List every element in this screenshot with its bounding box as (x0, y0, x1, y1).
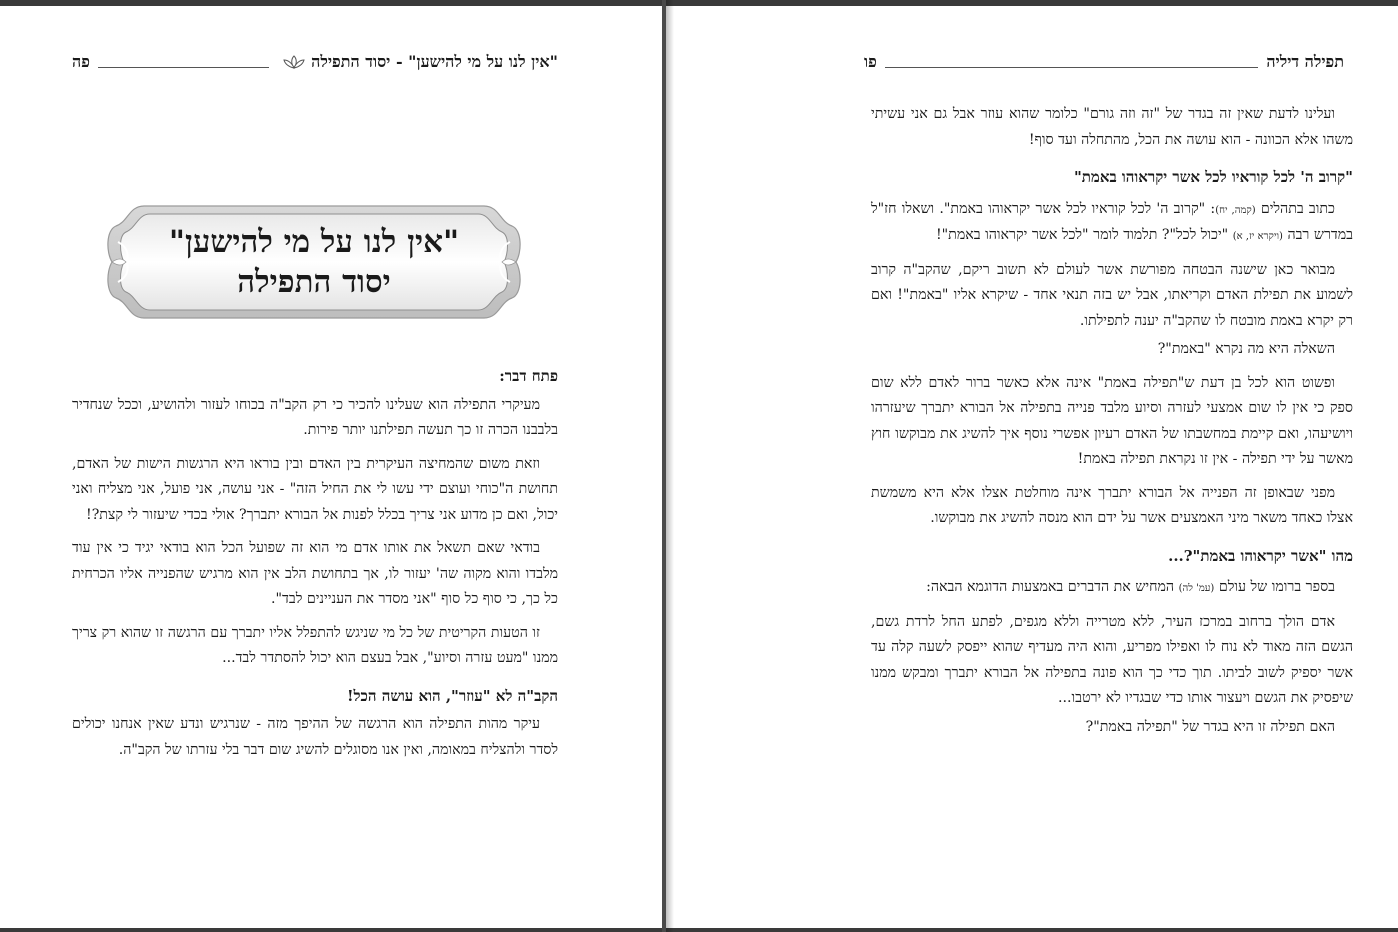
left-page-header (72, 50, 558, 74)
bottom-frame-strip (0, 928, 1398, 932)
spine-shadow (666, 0, 674, 932)
right-paragraph-8: אדם הולך ברחוב במרכז העיר, ללא מטרייה וללא מגפים, לפתע החל לרדת גשם, הגשם הזה מאוד לא נוח לו ואפילו מפריע, והוא היה מעדיף שהוא ייפסק לשעה קלה עד אשר יספיק לשוב לביתו. תוך כדי כך הוא פונה בתפילה אל הבורא יתברך ומבקש ממנו שיפסיק את הגשם ויעצור אותו כדי שבגדיו לא ירטבו... (871, 613, 1353, 706)
right-page-number: פו (864, 52, 877, 71)
left-page-body (72, 364, 558, 763)
right-subheading-1: "קרוב ה' לכל קוראיו לכל אשר יקראוהו באמת" (1073, 168, 1353, 186)
left-paragraph-4: זו הטעות הקריטית של כל מי שניגש להתפלל אליו יתברך עם הרגשה זו שהוא רק צריך ממנו "מעט עזרה וסיוע", אבל בעצם הוא יכול להסתדר לבד... (72, 624, 558, 666)
p7-reference: (עמ' לה) (1178, 583, 1215, 594)
p2-reference-2: (ויקרא יז, א) (1232, 231, 1283, 242)
left-header-title: "אין לנו על מי להישען" - יסוד התפילה (311, 52, 558, 71)
p7-part-b: המחיש את הדברים באמצעות הדוגמא הבאה: (926, 579, 1179, 595)
left-paragraph-3: בודאי שאם תשאל את אותו אדם מי הוא זה שפועל הכל הוא בודאי יגיד כי אין עוד מלבדו והוא מקוה שה' יעזור לו, אך בתחושת הלב אין הוא מרגיש שהפנייה אליו הכרחית כל כך, כי סוף כל סוף "אני מסדר את העניינים לבד". (72, 540, 558, 607)
left-header-rule (98, 67, 269, 68)
right-paragraph-2 (871, 197, 1353, 250)
right-paragraph-1: ועלינו לדעת שאין זה בגדר של "זה וזה גורם" כלומר שהוא עוזר אבל גם אני עשיתי משהו אלא הכוונה - הוא עושה את הכל, מהתחלה ועד סוף! (871, 106, 1353, 148)
lotus-leaf-icon (283, 55, 305, 69)
right-page-body (871, 102, 1353, 740)
right-paragraph-3: מבואר כאן שישנה הבטחה מפורשת אשר לעולם לא תשוב ריקם, שהקב"ה קרוב לשמוע את תפילת האדם וקריאתו, אבל יש בזה תנאי אחד - שיקרא אליו "באמת"! ואם רק יקרא באמת מובטח לו שהקב"ה יענה לתפילתו. (871, 261, 1353, 329)
left-paragraph-5: עיקר מהות התפילה הוא הרגשה של ההיפך מזה - שנרגיש ונדע שאין אנחנו יכולים לסדר ולהצליח במאומה, ואין אנו מסוגלים להשיג שום דבר בלי עזרתו של הקב"ה. (72, 716, 558, 758)
p2-reference-1: (קמה, יח) (1215, 204, 1256, 216)
left-paragraph-1: מעיקרי התפילה הוא שעלינו להכיר כי רק הקב"ה בכוחו לעזור ולהושיע, וככל שנחדיר בלבבנו הכרה זו כך תעשה תפילתנו יותר פירות. (72, 396, 558, 438)
p7-part-a: בספר ברומו של עולם (1218, 579, 1335, 595)
right-page-header (864, 50, 1344, 74)
right-subheading-2: מהו "אשר יקראוהו באמת"?... (1168, 546, 1353, 565)
right-paragraph-7 (871, 575, 1353, 602)
right-paragraph-4: השאלה היא מה נקרא "באמת"? (1157, 341, 1335, 357)
right-paragraph-5: ופשוט הוא לכל בן דעת ש"תפילה באמת" אינה אלא כאשר ברור לאדם ללא שום ספק כי אין לו שום אמצעי לעזרה וסיוע מלבד פנייה בתפילה אל הבורא יתברך שיעזרהו ויושיעהו, ואם קיימת במחשבתו של האדם רעיון אפשרי נוסף איך להשיג את מבוקשו חוץ מאשר על ידי תפילה - אין זו נקראת תפילה באמת! (871, 374, 1353, 467)
p2-part-c: "יכול לכל"? תלמוד לומר "לכל אשר יקראוהו באמת"! (935, 227, 1233, 243)
left-subheading: הקב"ה לא "עוזר", הוא עושה הכל! (346, 686, 558, 705)
p2-part-a: כתוב בתהלים (1260, 200, 1335, 217)
intro-heading: פתח דבר: (499, 367, 558, 385)
banner-title-line2: יסוד התפילה (237, 264, 391, 300)
p2-part-b: : "קרוב ה' לכל קוראיו לכל אשר יקראוהו באמת". ושאלו חז"ל במדרש רבה (871, 200, 1353, 243)
right-paragraph-9: האם תפילה זו היא בגדר של "תפילה באמת"? (1085, 718, 1335, 735)
left-paragraph-2: וזאת משום שהמחיצה העיקרית בין האדם ובין בוראו היא הרגשות הישות של האדם, תחושת ה"כוחי ועוצם ידי עשו לי את החיל הזה" - אני עושה, אני פועל, אני מצליח ואני יכול, ואם כן מדוע אני צריך בכלל לפנות אל הבורא יתברך? אולי בכדי שיעזור לי קצת?! (72, 455, 558, 523)
right-page[interactable] (674, 6, 1398, 928)
ornate-frame-icon (104, 202, 524, 322)
left-page[interactable] (0, 6, 662, 928)
banner-title-line1: "אין לנו על מי להישען" (168, 224, 460, 260)
right-header-rule (885, 67, 1259, 68)
chapter-title-banner (104, 202, 524, 322)
right-paragraph-6: מפני שבאופן זה הפנייה אל הבורא יתברך אינה מוחלטת אצלו אלא היא משמשת אצלו כאחד משאר מיני האמצעים אשר על ידם הוא מנסה להשיג את מבוקשו. (871, 484, 1353, 526)
left-page-number: פה (72, 52, 90, 71)
right-header-title: תפילה דיליה (1266, 52, 1344, 71)
